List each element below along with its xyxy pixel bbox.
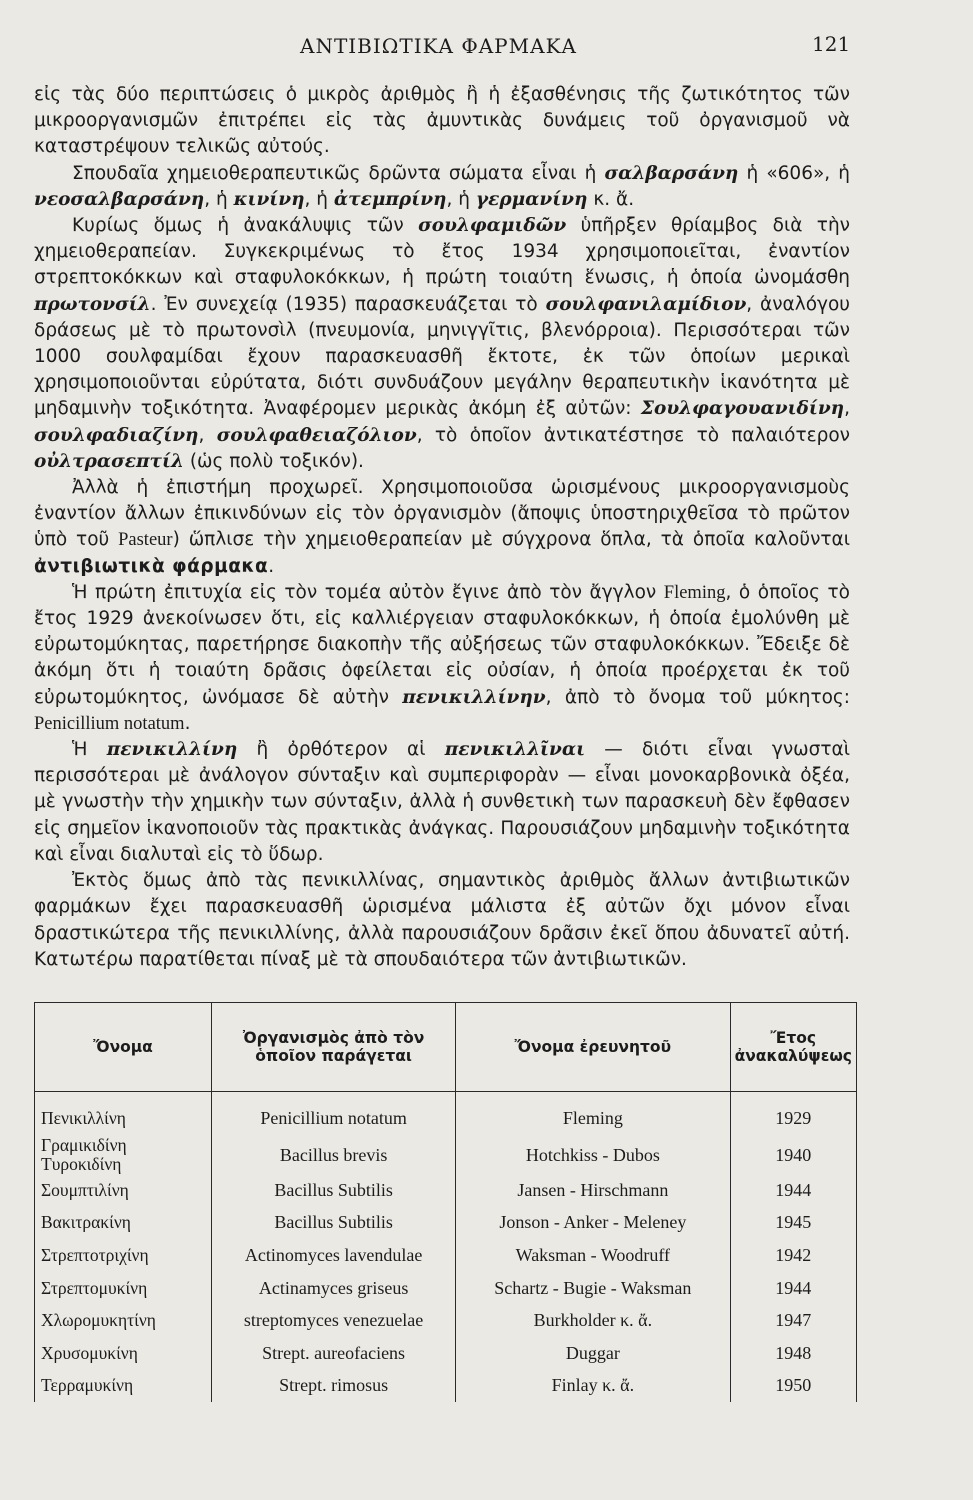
cell-year: 1942 [730,1239,856,1272]
paragraph-7: Ἐκτὸς ὅμως ἀπὸ τὰς πενικιλλίνας, σημαντικὸς ἀριθμὸς ἄλλων ἀντιβιωτικῶν φαρμάκων ἔχει παρασκευασθῆ ὡρισμένα μάλιστα ἐξ αὐτῶν ὄχι μόνον εἶναι δραστικώτερα τῆς πενικιλλίνης, ἀλλὰ παρουσιάζουν δρᾶσιν ἐκεῖ ὅπου ἀδυνατεῖ αὐτή. Κατωτέρω παρατίθεται πίναξ μὲ τὰ σπουδαιότερα τῶν ἀντιβιωτικῶν. [34,870,850,970]
term-sulfonamides: σουλφαμιδῶν [418,215,567,237]
term-sulfadiazine: σουλφαδιαζίνη [34,424,199,446]
cell-organism: Bacillus brevis [212,1136,456,1174]
table-row [35,1092,857,1137]
term-penicillin-2: πενικιλλίνη [106,739,238,761]
table-row [35,1272,857,1305]
table-body [35,1092,857,1403]
cell-year: 1929 [730,1092,856,1137]
paragraph-3: Κυρίως ὅμως ἡ ἀνακάλυψις τῶν σουλφαμιδῶν ὑπῆρξεν θρίαμβος διὰ τὴν χημειοθεραπείαν. Συγκεκριμένως τὸ ἔτος 1934 χρησιμοποιεῖται, ἐναντίον στρεπτοκόκκων καὶ σταφυλοκόκκων, ἡ πρώτη τοιαύτη ἕνωσις, ἡ ὁποία ὠνομάσθη πρωτονσίλ. Ἐν συνεχείᾳ (1935) παρασκευάζεται τὸ σουλφανιλαμίδιον, ἀναλόγου δράσεως μὲ τὸ πρωτονσὶλ (πνευμονία, μηνιγγῖτις, βλενόρροια). Περισσότεραι τῶν 1000 σουλφαμίδαι ἔχουν παρασκευασθῆ ἔκτοτε, ἐκ τῶν ὁποίων μερικαὶ χρησιμοποιοῦνται εὐρύτατα, διότι συνδυάζουν μεγάλην θεραπευτικὴν ἱκανότητα μὲ μηδαμινὴν τοξικότητα. Ἀναφέρομεν μερικὰς ἀκόμη ἐξ αὐτῶν: Σουλφαγουανιδίνη, σουλφαδιαζίνη, σουλφαθειαζόλιον, τὸ ὁποῖον ἀντικατέστησε τὸ παλαιότερον οὐλτρασεπτίλ (ὡς πολὺ τοξικόν). [34,215,851,472]
cell-researcher: Finlay κ. ἄ. [456,1370,731,1403]
cell-organism: Bacillus Subtilis [212,1174,456,1207]
paragraph-6: Ἡ πενικιλλίνη ἢ ὀρθότερον αἱ πενικιλλῖναι — διότι εἶναι γνωσταὶ περισσότεραι μὲ ἀνάλογον σύνταξιν καὶ συμπεριφορὰν — εἶναι μονοκαρβονικὰ ὀξέα, μὲ γνωστὴν τὴν χημικὴν των σύνταξιν, ἀλλὰ ἡ συνθετικὴ των παρασκευὴ δὲν ἔφθασεν εἰς σημεῖον ἱκανοποιοῦν τὰς πρακτικὰς ἀνάγκας. Παρουσιάζουν μηδαμινὴν τοξικότητα καὶ εἶναι διαλυταὶ εἰς τὸ ὕδωρ. [34,739,850,865]
body-text [34,82,850,973]
cell-researcher: Schartz - Bugie - Waksman [456,1272,731,1305]
cell-name: Γραμικιδίνη Τυροκιδίνη [35,1136,212,1174]
term-sulfathiazole: σουλφαθειαζόλιον [216,424,417,446]
term-sulfaguanidine: Σουλφαγουανιδίνη [640,398,845,420]
table-row [35,1370,857,1403]
term-antibiotics: ἀντιβιωτικὰ φάρμακα [34,555,269,577]
table-row [35,1304,857,1337]
term-salvarsan: σαλβαρσάνη [604,162,739,184]
table-row [35,1337,857,1370]
term-sulfanilamide: σουλφανιλαμίδιον [545,293,747,315]
term-atebrin: ἀτεμπρίνη [333,188,447,210]
page-header [0,34,973,64]
cell-year: 1950 [730,1370,856,1403]
cell-researcher: Fleming [456,1092,731,1137]
header-researcher: Ὄνομα ἐρευνητοῦ [456,1003,731,1092]
term-neosalvarsan: νεοσαλβαρσάνη [34,188,205,210]
cell-researcher: Hotchkiss - Dubos [456,1136,731,1174]
cell-researcher: Duggar [456,1337,731,1370]
cell-organism: Strept. rimosus [212,1370,456,1403]
cell-name: Στρεπτομυκίνη [35,1272,212,1305]
cell-researcher: Jansen - Hirschmann [456,1174,731,1207]
cell-year: 1945 [730,1207,856,1240]
paragraph-1: εἰς τὰς δύο περιπτώσεις ὁ μικρὸς ἀριθμὸς ἢ ἡ ἐξασθένησις τῆς ζωτικότητος τῶν μικροοργανισμῶν ἐπιτρέπει εἰς τὰς ἀμυντικὰς δυνάμεις τοῦ ὀργανισμοῦ νὰ καταστρέψουν τελικῶς αὐτούς. [34,84,850,158]
table-header-row [35,1003,857,1092]
cell-year: 1940 [730,1136,856,1174]
antibiotics-table [34,1002,857,1402]
table-row [35,1174,857,1207]
cell-year: 1948 [730,1337,856,1370]
cell-organism: streptomyces venezuelae [212,1304,456,1337]
cell-name: Τερραμυκίνη [35,1370,212,1403]
name-penicillium-notatum: Penicillium notatum [34,713,185,734]
name-fleming: Fleming [663,582,726,603]
table-row [35,1207,857,1240]
term-germanin: γερμανίνη [475,188,588,210]
cell-organism: Bacillus Subtilis [212,1207,456,1240]
name-pasteur: Pasteur [118,530,173,551]
cell-organism: Actinomyces lavendulae [212,1239,456,1272]
cell-year: 1944 [730,1174,856,1207]
cell-year: 1947 [730,1304,856,1337]
cell-name: Χλωρομυκητίνη [35,1304,212,1337]
cell-researcher: Burkholder κ. ἄ. [456,1304,731,1337]
header-name: Ὄνομα [35,1003,212,1092]
paragraph-2: Σπουδαῖα χημειοθεραπευτικῶς δρῶντα σώματα εἶναι ἡ σαλβαρσάνη ἡ «606», ἡ νεοσαλβαρσάνη, ἡ κινίνη, ἡ ἀτεμπρίνη, ἡ γερμανίνη κ. ἄ. [34,162,850,210]
cell-researcher: Jonson - Anker - Meleney [456,1207,731,1240]
table-row [35,1239,857,1272]
page-number: 121 [812,32,851,56]
cell-name: Βακιτρακίνη [35,1207,212,1240]
cell-organism: Actinamyces griseus [212,1272,456,1305]
cell-year: 1944 [730,1272,856,1305]
cell-organism: Penicillium notatum [212,1092,456,1137]
term-prontosil: πρωτονσίλ [34,293,151,315]
cell-name: Στρεπτοτριχίνη [35,1239,212,1272]
term-penicillin: πενικιλλίνην [402,686,546,708]
table-row [35,1136,857,1174]
term-ultraseptyl: οὐλτρασεπτίλ [34,450,184,472]
cell-name: Σουμπτιλίνη [35,1174,212,1207]
paragraph-4: Ἀλλὰ ἡ ἐπιστήμη προχωρεῖ. Χρησιμοποιοῦσα ὡρισμένους μικροοργανισμοὺς ἐναντίον ἄλλων ἐπικινδύνων εἰς τὸν ὀργανισμὸν (ἄποψις ὑποστηριχθεῖσα τὸ πρῶτον ὑπὸ τοῦ Pasteur) ὥπλισε τὴν χημειοθεραπείαν μὲ σύγχρονα ὅπλα, τὰ ὁποῖα καλοῦνται ἀντιβιωτικὰ φάρμακα. [34,477,850,577]
header-organism: Ὀργανισμὸς ἀπὸ τὸν ὁποῖον παράγεται [212,1003,456,1092]
header-year: Ἔτος ἀνακαλύψεως [730,1003,856,1092]
cell-organism: Strept. aureofaciens [212,1337,456,1370]
cell-name: Πενικιλλίνη [35,1092,212,1137]
running-title: ΑΝΤΙΒΙΩΤΙΚΑ ΦΑΡΜΑΚΑ [300,34,577,58]
paragraph-5: Ἡ πρώτη ἐπιτυχία εἰς τὸν τομέα αὐτὸν ἔγινε ἀπὸ τὸν ἄγγλον Fleming, ὁ ὁποῖος τὸ ἔτος 1929 ἀνεκοίνωσεν ὅτι, εἰς καλλιέργειαν σταφυλοκόκκων, ἡ ὁποία ἐμολύνθη μὲ εὐρωτομύκητας, παρετήρησε διακοπὴν τῆς αὐξήσεως τῶν σταφυλοκόκκων. Ἔδειξε δὲ ἀκόμη ὅτι ἡ τοιαύτη δρᾶσις ὀφείλεται εἰς οὐσίαν, ἡ ὁποία προέρχεται ἐκ τοῦ εὐρωτομύκητος, ὠνόμασε δὲ αὐτὴν πενικιλλίνην, ἀπὸ τὸ ὄνομα τοῦ μύκητος: Penicillium notatum. [34,581,851,734]
cell-researcher: Waksman - Woodruff [456,1239,731,1272]
term-quinine: κινίνη [233,188,305,210]
cell-name: Χρυσομυκίνη [35,1337,212,1370]
term-penicillins: πενικιλλῖναι [444,739,586,761]
